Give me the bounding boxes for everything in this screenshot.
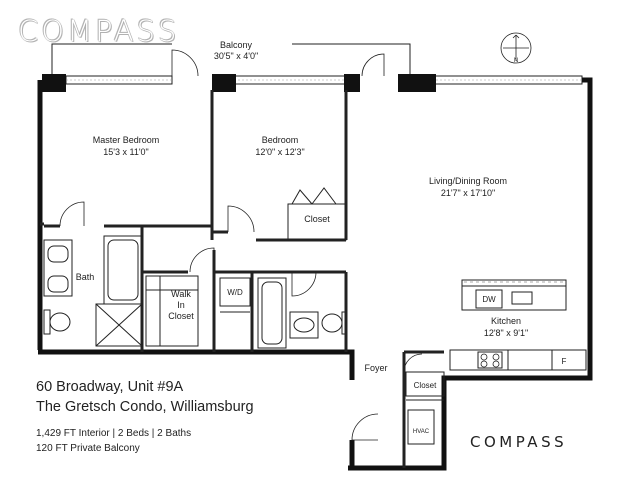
- balcony-dims: 30'5" x 4'0": [213, 51, 259, 61]
- listing-info: [36, 378, 254, 456]
- living-dining-name: Living/Dining Room: [428, 176, 508, 186]
- balcony-door-right: [362, 54, 384, 76]
- foyer-label: Foyer: [364, 363, 388, 373]
- north-label: N: [513, 58, 519, 64]
- balcony-door-left: [172, 50, 198, 76]
- master-bedroom-dims: 15'3 x 11'0": [103, 147, 149, 157]
- foyer-closet-label: Closet: [413, 381, 437, 390]
- hvac-label: HVAC: [412, 429, 430, 435]
- walk-in-closet-line1: Walk: [171, 289, 191, 299]
- compass-watermark: COMPASS: [18, 14, 180, 48]
- bath-label: Bath: [75, 272, 95, 282]
- master-bedroom-name: Master Bedroom: [92, 135, 160, 145]
- kitchen-name: Kitchen: [490, 316, 522, 326]
- listing-subtitle: The Gretsch Condo, Williamsburg: [36, 399, 254, 415]
- living-dining-dims: 21'7" x 17'10": [440, 188, 496, 198]
- fridge-label: F: [561, 357, 567, 366]
- walk-in-closet-line3: Closet: [168, 311, 194, 321]
- walk-in-closet-line2: In: [177, 300, 185, 310]
- balcony-name: Balcony: [219, 40, 253, 50]
- bedroom-name: Bedroom: [261, 135, 299, 145]
- second-bath-fixtures: [258, 278, 346, 348]
- bedroom-closet-label: Closet: [304, 214, 330, 224]
- compass-logo: COMPASS: [470, 433, 568, 451]
- listing-title: 60 Broadway, Unit #9A: [36, 379, 184, 395]
- dw-label: DW: [482, 295, 496, 304]
- kitchen-dims: 12'8" x 9'1": [483, 328, 529, 338]
- listing-balcony: 120 FT Private Balcony: [36, 443, 140, 454]
- wd-label: W/D: [227, 288, 243, 297]
- stove-burners: [481, 354, 499, 367]
- bedroom-dims: 12'0" x 12'3": [255, 147, 305, 157]
- bath-fixtures: [44, 236, 142, 346]
- listing-details: 1,429 FT Interior | 2 Beds | 2 Baths: [36, 428, 192, 439]
